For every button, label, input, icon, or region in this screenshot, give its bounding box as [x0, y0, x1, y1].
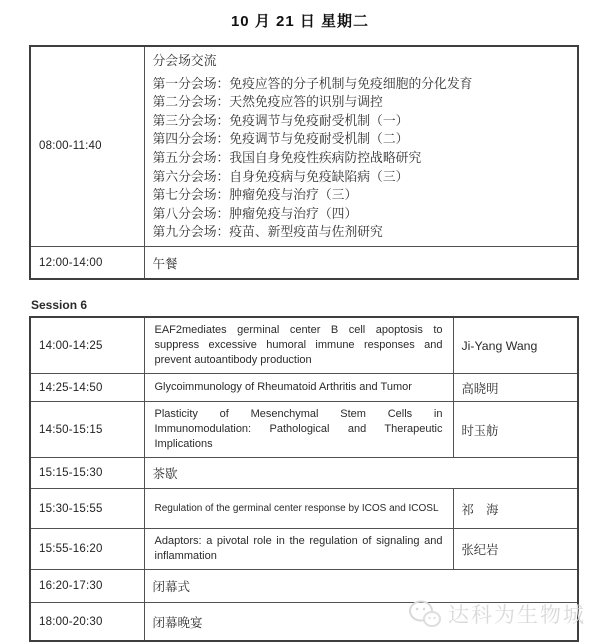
banquet-row	[30, 603, 578, 641]
speaker-cell: Ji-Yang Wang	[453, 317, 578, 374]
session-line: 第六分会场：自身免疫病与免疫缺陷病（三）	[152, 168, 409, 184]
time-cell: 15:15-15:30	[30, 458, 144, 489]
session-line: 第七分会场：肿瘤免疫与治疗（三）	[152, 187, 358, 203]
time-cell: 08:00-11:40	[30, 46, 144, 246]
talk-title-cell: Plasticity of Mesenchymal Stem Cells in Immunomodulation: Pathological and Therapeutic Implications	[144, 402, 453, 458]
session-line: 第四分会场：免疫调节与免疫耐受机制（二）	[152, 131, 409, 147]
speaker-cell: 祁 海	[453, 489, 578, 529]
session-line: 第三分会场：免疫调节与免疫耐受机制（一）	[152, 112, 409, 128]
time-cell: 14:25-14:50	[30, 374, 144, 402]
time-cell: 16:20-17:30	[30, 570, 144, 603]
table-row	[30, 374, 578, 402]
table-row	[30, 46, 578, 246]
session-line: 第一分会场：免疫应答的分子机制与免疫细胞的分化发育	[152, 75, 473, 91]
time-cell: 15:30-15:55	[30, 489, 144, 529]
table-row	[30, 529, 578, 570]
afternoon-schedule-table	[29, 316, 579, 642]
table-row	[30, 489, 578, 529]
lunch-cell: 午餐	[144, 246, 578, 279]
speaker-cell: 高晓明	[453, 374, 578, 402]
time-cell: 15:55-16:20	[30, 529, 144, 570]
closing-ceremony-cell: 闭幕式	[144, 570, 578, 603]
time-cell: 14:00-14:25	[30, 317, 144, 374]
talk-title-cell: Adaptors: a pivotal role in the regulation of signaling and inflammation	[144, 529, 453, 570]
time-cell: 12:00-14:00	[30, 246, 144, 279]
lunch-row	[30, 246, 578, 279]
talk-title-cell: EAF2mediates germinal center B cell apoptosis to suppress excessive humoral immune responses and prevent autoantibody production	[144, 317, 453, 374]
watermark-text: 达科为生物城	[448, 604, 586, 627]
session-line: 第二分会场：天然免疫应答的识别与调控	[152, 94, 383, 110]
table-row	[30, 317, 578, 374]
speaker-cell: 时玉舫	[453, 402, 578, 458]
tea-break-row	[30, 458, 578, 489]
closing-ceremony-row	[30, 570, 578, 603]
session-line: 分会场交流	[152, 53, 217, 68]
session6-label: Session 6	[31, 298, 88, 313]
session-line: 第五分会场：我国自身免疫性疾病防控战略研究	[152, 149, 422, 165]
tea-break-cell: 茶歇	[144, 458, 578, 489]
session-line: 第九分会场：疫苗、新型疫苗与佐剂研究	[152, 224, 383, 240]
session-line: 第八分会场：肿瘤免疫与治疗（四）	[152, 205, 358, 221]
banquet-cell: 闭幕晚宴	[144, 603, 578, 641]
talk-title-cell: Regulation of the germinal center response by ICOS and ICOSL	[144, 489, 453, 529]
speaker-cell: 张纪岩	[453, 529, 578, 570]
table-row	[30, 402, 578, 458]
morning-schedule-table	[29, 45, 579, 280]
time-cell: 18:00-20:30	[30, 603, 144, 641]
time-cell: 14:50-15:15	[30, 402, 144, 458]
talk-title-cell: Glycoimmunology of Rheumatoid Arthritis and Tumor	[144, 374, 453, 402]
parallel-sessions-cell	[144, 46, 578, 246]
document-title: 10 月 21 日 星期二	[230, 13, 370, 30]
